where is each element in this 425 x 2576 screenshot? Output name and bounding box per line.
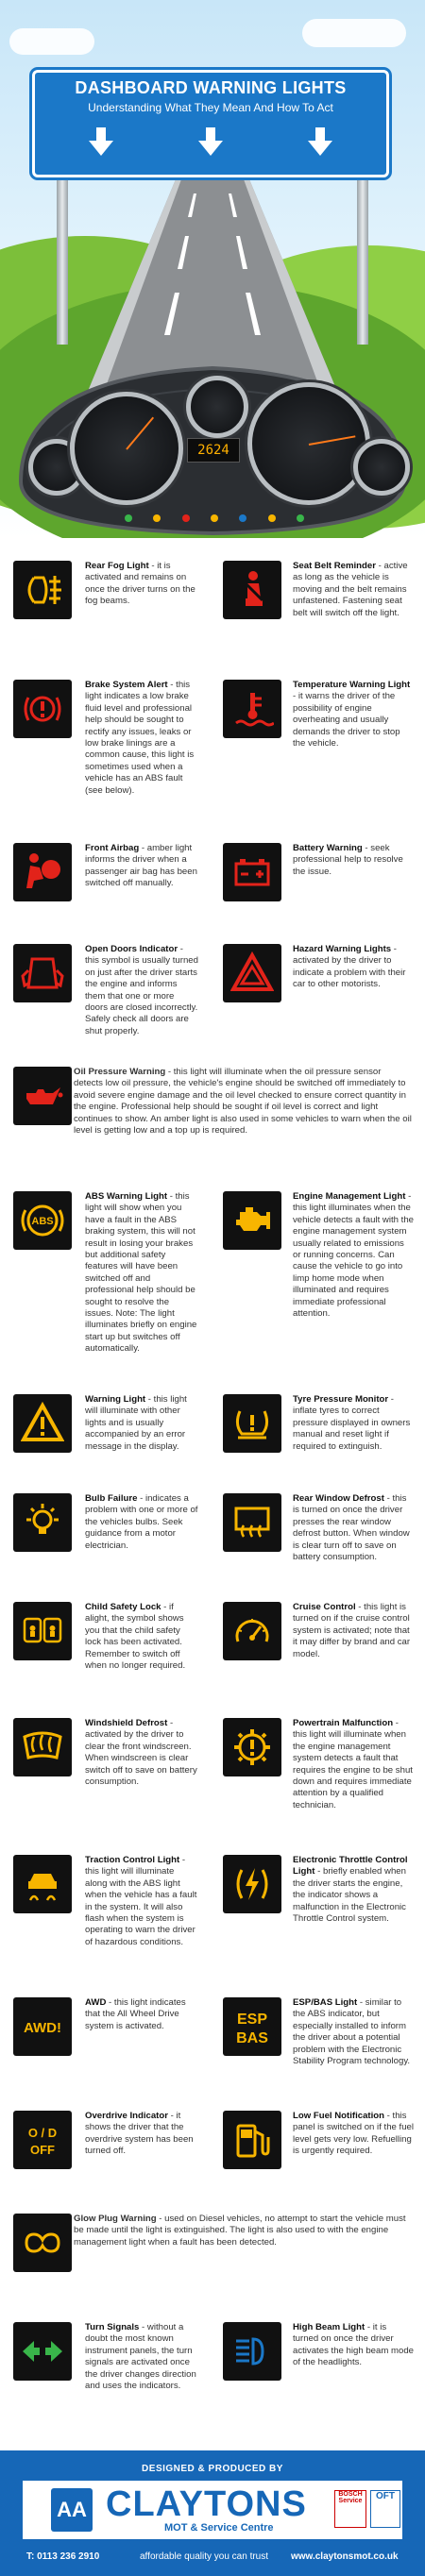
light-desc: High Beam Light - it is turned on once the driver activates the high beam mode of the headlights. (293, 2322, 414, 2368)
traction-control-icon (13, 1855, 72, 1913)
center-gauge (186, 376, 248, 438)
light-desc: Powertrain Malfunction - this light will illuminate when the engine management system detects a fault that requires the engine to be shut down and requires immediate attention by a qualified technician. (293, 1718, 413, 1810)
awd-icon (13, 1997, 72, 2056)
high-beam-icon (223, 2322, 281, 2381)
company-banner (23, 2481, 402, 2539)
instrument-cluster (11, 340, 414, 538)
warning-triangle-icon (13, 1394, 72, 1453)
open-doors-icon (13, 944, 72, 1002)
windshield-defrost-icon (13, 1718, 72, 1776)
rear-defrost-icon (223, 1493, 281, 1552)
hero-illustration (0, 0, 425, 538)
company-name: CLAYTONS (106, 2484, 307, 2524)
esp-text: ESP (236, 2012, 268, 2028)
light-desc: Tyre Pressure Monitor - inflate tyres to correct pressure displayed in owners manual and reset light if required to extinguish. (293, 1394, 411, 1452)
light-desc: Windshield Defrost - activated by the driver to clear the front windscreen. When windscreen is clear switch off to save on battery consumption. (85, 1718, 197, 1788)
light-desc: Temperature Warning Light - it warns the driver of the possibility of engine overheating and usually demands the driver to stop the vehicle. (293, 680, 411, 749)
header-sign (32, 70, 389, 177)
light-desc: Engine Management Light - this light illuminates when the vehicle detects a fault with the engine management system usually related to emissions or running concerns. Can cause the vehicle to go into limp home mode when illuminated and requires immediate professional attention. (293, 1191, 414, 1320)
light-desc: Traction Control Light - this light will illuminate along with the ABS light when the vehicle has a fault in the system. It will also flash when the system is operating to warn the driver of hazardous conditions. (85, 1855, 197, 1947)
light-desc: Low Fuel Notification - this panel is switched on if the fuel level gets very low. Refuelling is urgently required. (293, 2111, 414, 2157)
bulb-failure-icon (13, 1493, 72, 1552)
tachometer (70, 392, 183, 505)
odometer-display: 2624 (187, 438, 240, 463)
temperature-gauge (353, 439, 410, 496)
cruise-control-icon (223, 1602, 281, 1660)
bosch-logo: BOSCH Service (334, 2490, 366, 2528)
light-desc: Warning Light - this light will illuminate with other lights and is usually accompanied by an error message in the display. (85, 1394, 187, 1452)
powertrain-icon (223, 1718, 281, 1776)
brake-icon (13, 680, 72, 738)
light-desc: Bulb Failure - indicates a problem with one or more of the vehicles bulbs. Seek guidance from a motor electrician. (85, 1493, 198, 1551)
fuel-icon (223, 2111, 281, 2169)
battery-icon (223, 843, 281, 901)
page-subtitle: Understanding What They Mean And How To Act (88, 101, 333, 114)
light-desc: Battery Warning - seek professional help to resolve the issue. (293, 843, 403, 877)
light-desc: Brake System Alert - this light indicates a low brake fluid level and professional help should be sought to rectify any issues, leaks or low brake linings are a common cause, this light is sometimes used when a vehicle has an ABS fault (see below). (85, 680, 195, 796)
speed-needle (309, 435, 356, 446)
tach-needle (126, 417, 154, 450)
light-desc: Open Doors Indicator - this symbol is usually turned on just after the driver starts the engine and informs them that one or more doors are closed incorrectly. Safely check all doors are shut properly. (85, 944, 198, 1036)
bas-text: BAS (236, 2030, 268, 2046)
light-desc: Electronic Throttle Control Light - briefly enabled when the driver starts the engine, the indicator shows a malfunction in the Electronic Throttle Control system. (293, 1855, 408, 1925)
light-desc: Hazard Warning Lights - activated by the driver to indicate a problem with their car to other motorists. (293, 944, 406, 990)
light-desc: Glow Plug Warning - used on Diesel vehicles, no attempt to start the vehicle must be made until the light is extinguished. The light is also used to with the engine management light when a fault has been detected. (74, 2214, 406, 2248)
rear-fog-icon (13, 561, 72, 619)
light-desc: Rear Window Defrost - this is turned on once the driver presses the rear window defrost button. When window is clear turn off to save on battery consumption. (293, 1493, 410, 1563)
glow-plug-icon (13, 2214, 72, 2272)
off-text: OFF (30, 2143, 55, 2157)
light-desc: ABS Warning Light - this light will show when you have a fault in the ABS braking system, this will not result in losing your brakes but additional safety features will have been switched off and professional help should be sought to resolve the issues. Note: The light illuminates briefly on engine start up but switches off automatically. (85, 1191, 197, 1355)
abs-text: ABS (31, 1216, 54, 1227)
light-desc: Cruise Control - this light is turned on if the cruise control system is activated; note that it may differ by brand and car model. (293, 1602, 411, 1659)
child-lock-icon (13, 1602, 72, 1660)
light-desc: Seat Belt Reminder - active as long as the vehicle is moving and the belt remains unfastened. Fastening seat belt will switch off the light. (293, 561, 408, 618)
light-desc: Overdrive Indicator - it shows the driver that the overdrive system has been turned off. (85, 2111, 194, 2157)
light-desc: Turn Signals - without a doubt the most known instrument panels, the turn signals are activated once the driver changes direction and uses the indicators. (85, 2322, 196, 2392)
website-link[interactable]: www.claytonsmot.co.uk (291, 2551, 399, 2562)
oft-logo: OFT (370, 2490, 400, 2528)
page-title: DASHBOARD WARNING LIGHTS (75, 78, 347, 97)
awd-text: AWD! (24, 2020, 61, 2036)
turn-signal-icon (13, 2322, 72, 2381)
indicator-strip (125, 512, 304, 525)
aa-logo: AA (51, 2488, 93, 2532)
sign-post-left (57, 175, 68, 345)
abs-icon (13, 1191, 72, 1250)
engine-icon (223, 1191, 281, 1250)
speedometer (247, 382, 370, 505)
throttle-icon (223, 1855, 281, 1913)
light-desc: Oil Pressure Warning - this light will illuminate when the oil pressure sensor detects low oil pressure, the vehicle's engine should be switched off immediately to avoid severe engine damage and the oil level checked to ensure correct quantity in the engine. Professional help should be sought if oil level is correct and light continues to show. An amber light is also used in some vehicles to warn when the oil level is getting low and a top up is required. (74, 1067, 412, 1136)
temperature-icon (223, 680, 281, 738)
overdrive-icon (13, 2111, 72, 2169)
designed-by-label: DESIGNED & PRODUCED BY (142, 2464, 283, 2474)
airbag-icon (13, 843, 72, 901)
hazard-icon (223, 944, 281, 1002)
slogan: affordable quality you can trust (140, 2551, 269, 2562)
light-desc: ESP/BAS Light - similar to the ABS indicator, but especially installed to inform the driver about a potential problem with the Electronic Stability Program technology. (293, 1997, 411, 2067)
esp-bas-icon (223, 1997, 281, 2056)
light-desc: Rear Fog Light - it is activated and remains on once the driver turns on the fog beams. (85, 561, 196, 607)
tyre-pressure-icon (223, 1394, 281, 1453)
light-desc: Child Safety Lock - if alight, the symbol shows you that the child safety lock has been activated. Remember to switch off when no longer required. (85, 1602, 186, 1672)
sign-post-right (357, 175, 368, 345)
seat-belt-icon (223, 561, 281, 619)
footer (0, 2450, 425, 2576)
od-text: O / D (27, 2126, 58, 2140)
oil-pressure-icon (13, 1067, 72, 1125)
light-desc: AWD - this light indicates that the All Wheel Drive system is activated. (85, 1997, 186, 2031)
light-desc: Front Airbag - amber light informs the driver when a passenger air bag has been switched off manually. (85, 843, 197, 889)
phone-number: T: 0113 236 2910 (26, 2551, 100, 2562)
company-tagline: MOT & Service Centre (164, 2522, 274, 2534)
contact-bar (0, 2549, 425, 2568)
